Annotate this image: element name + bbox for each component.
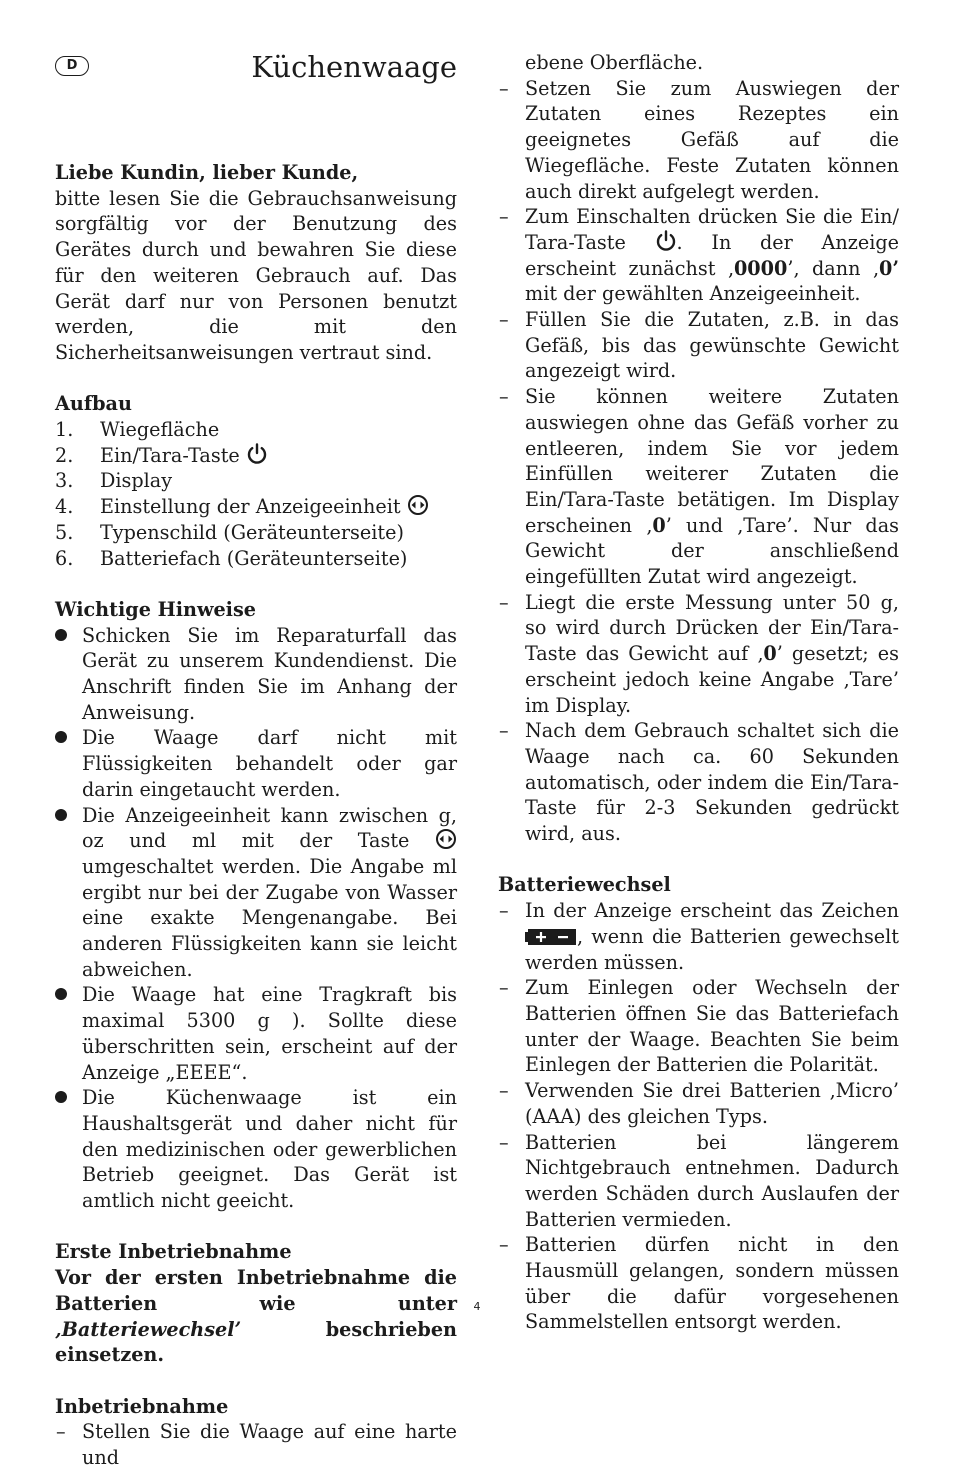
list-item: 4. Einstellung der Anzeigeeinheit <box>55 494 457 520</box>
hinweise-heading: Wichtige Hinweise <box>55 597 256 621</box>
list-item: Die Waage darf nicht mit Flüssigkeiten behandelt oder gar darin eingetaucht werden. <box>55 725 457 802</box>
list-item: – Verwenden Sie drei Batterien ‚Micro’ (AAA) des gleichen Typs. <box>499 1079 899 1128</box>
list-item: Die Küchenwaage ist ein Haushaltsgerät und daher nicht für den medizinischen oder gewerblichen Betrieb geeignet. Das Gerät ist amtlich nicht geeicht. <box>55 1085 457 1214</box>
erste-heading: Erste Inbetriebnahme <box>55 1240 292 1264</box>
list-item: Die Waage hat eine Tragkraft bis maximal 5300 g ). Sollte diese überschritten sein, erscheint auf der Anzeige „EEEE“. <box>55 982 457 1085</box>
hinweise-list <box>55 623 457 1214</box>
aufbau-list <box>55 417 457 571</box>
batterie-heading: Batteriewechsel <box>498 873 671 897</box>
inbetrieb-heading: Inbetriebnahme <box>55 1394 229 1418</box>
language-badge: D <box>55 56 89 76</box>
inbetrieb-list-start <box>55 1419 457 1470</box>
intro-text: bitte lesen Sie die Gebrauchsanweisung sorgfältig vor der Benutzung des Gerätes durch und bewahren Sie diese für den weiteren Gebrauch auf. Das Gerät darf nur von Personen benutzt werden, die mit den Sicherheitsanweisungen vertraut sind. <box>55 186 457 364</box>
right-column <box>498 50 899 1335</box>
erste-text: Vor der ersten Inbetriebnahme die Batterien wie unter ‚Batteriewechsel’ beschrieben einsetzen. <box>55 1266 457 1367</box>
list-item: – Batterien bei längerem Nichtgebrauch entnehmen. Dadurch werden Schäden durch Auslaufen der Batterien vermieden. <box>499 1130 899 1231</box>
list-item: 1. Wiegefläche <box>55 418 220 442</box>
left-column <box>55 160 457 1471</box>
list-item: 3. Display <box>55 469 173 493</box>
unit-toggle-icon <box>407 494 429 516</box>
list-item: 2. Ein/Tara-Taste <box>55 443 457 469</box>
list-item: – Setzen Sie zum Auswiegen der Zutaten eines Rezeptes ein geeignetes Gefäß auf die Wiegefläche. Feste Zutaten können auch direkt aufgelegt werden. <box>499 76 899 203</box>
power-icon <box>246 443 268 465</box>
batterie-list <box>498 898 899 1335</box>
list-item: – In der Anzeige erscheint das Zeichen , wenn die Batterien gewechselt werden müssen. <box>499 899 899 974</box>
list-item: – Liegt die erste Messung unter 50 g, so wird durch Drücken der Ein/Tara-Taste das Gewicht auf ‚0’ gesetzt; es erscheint jedoch keine Angabe ‚Tare’ im Display. <box>499 590 899 717</box>
list-item: Die Anzeigeeinheit kann zwischen g, oz und ml mit der Taste umgeschaltet werden. Die Angabe ml ergibt nur bei der Zugabe von Wasser eine exakte Mengenangabe. Bei anderen Flüssigkeiten kann sie leicht abweichen. <box>55 803 457 983</box>
unit-toggle-icon <box>435 828 457 850</box>
list-item: – Füllen Sie die Zutaten, z.B. in das Gefäß, bis das gewünschte Gewicht angezeigt wird. <box>499 308 899 383</box>
list-item: – Stellen Sie die Waage auf eine harte und <box>56 1420 457 1470</box>
list-item: – Zum Einschalten drücken Sie die Ein/ Tara-Taste . In der Anzeige erscheint zunächst ‚0000’, dann ‚0’ mit der gewählten Anzeigeeinheit. <box>499 205 900 306</box>
battery-low-icon <box>525 928 577 946</box>
greeting: Liebe Kundin, lieber Kunde, <box>55 161 359 184</box>
power-icon <box>655 230 677 252</box>
list-item-continued: ebene Oberfläche. <box>525 51 704 74</box>
list-item: – Zum Einlegen oder Wechseln der Batterien öffnen Sie das Batteriefach unter der Waage. Beachten Sie beim Einlegen der Batterien die Polarität. <box>499 976 899 1077</box>
list-item: 5. Typenschild (Geräteunterseite) <box>55 520 404 544</box>
list-item: – Sie können weitere Zutaten auswiegen ohne das Gefäß vorher zu entleeren, indem Sie vor jedem Einfüllen weiterer Zutaten die Ein/Tara-Taste betätigen. Im Display erscheinen ‚0’ und ‚Tare’. Nur das Gewicht der anschließend eingefüllten Zutat wird angezeigt. <box>499 385 899 589</box>
list-item: 6. Batteriefach (Geräteunterseite) <box>55 546 408 570</box>
page-header <box>55 48 457 88</box>
inbetrieb-list <box>498 50 899 847</box>
aufbau-heading: Aufbau <box>55 392 132 416</box>
list-item: Schicken Sie im Reparaturfall das Gerät zu unserem Kundendienst. Die Anschrift finden Sie im Anhang der Anweisung. <box>55 623 457 726</box>
list-item: – Nach dem Gebrauch schaltet sich die Waage nach ca. 60 Sekunden automatisch, oder indem die Ein/Tara-Taste für 2-3 Sekunden gedrückt wird, aus. <box>499 719 899 846</box>
page-title: Küchenwaage <box>251 50 457 84</box>
list-item: – Batterien dürfen nicht in den Hausmüll gelangen, sondern müssen über die dafür vorgesehenen Sammelstellen entsorgt werden. <box>499 1233 899 1334</box>
page-number: 4 <box>473 1300 481 1313</box>
